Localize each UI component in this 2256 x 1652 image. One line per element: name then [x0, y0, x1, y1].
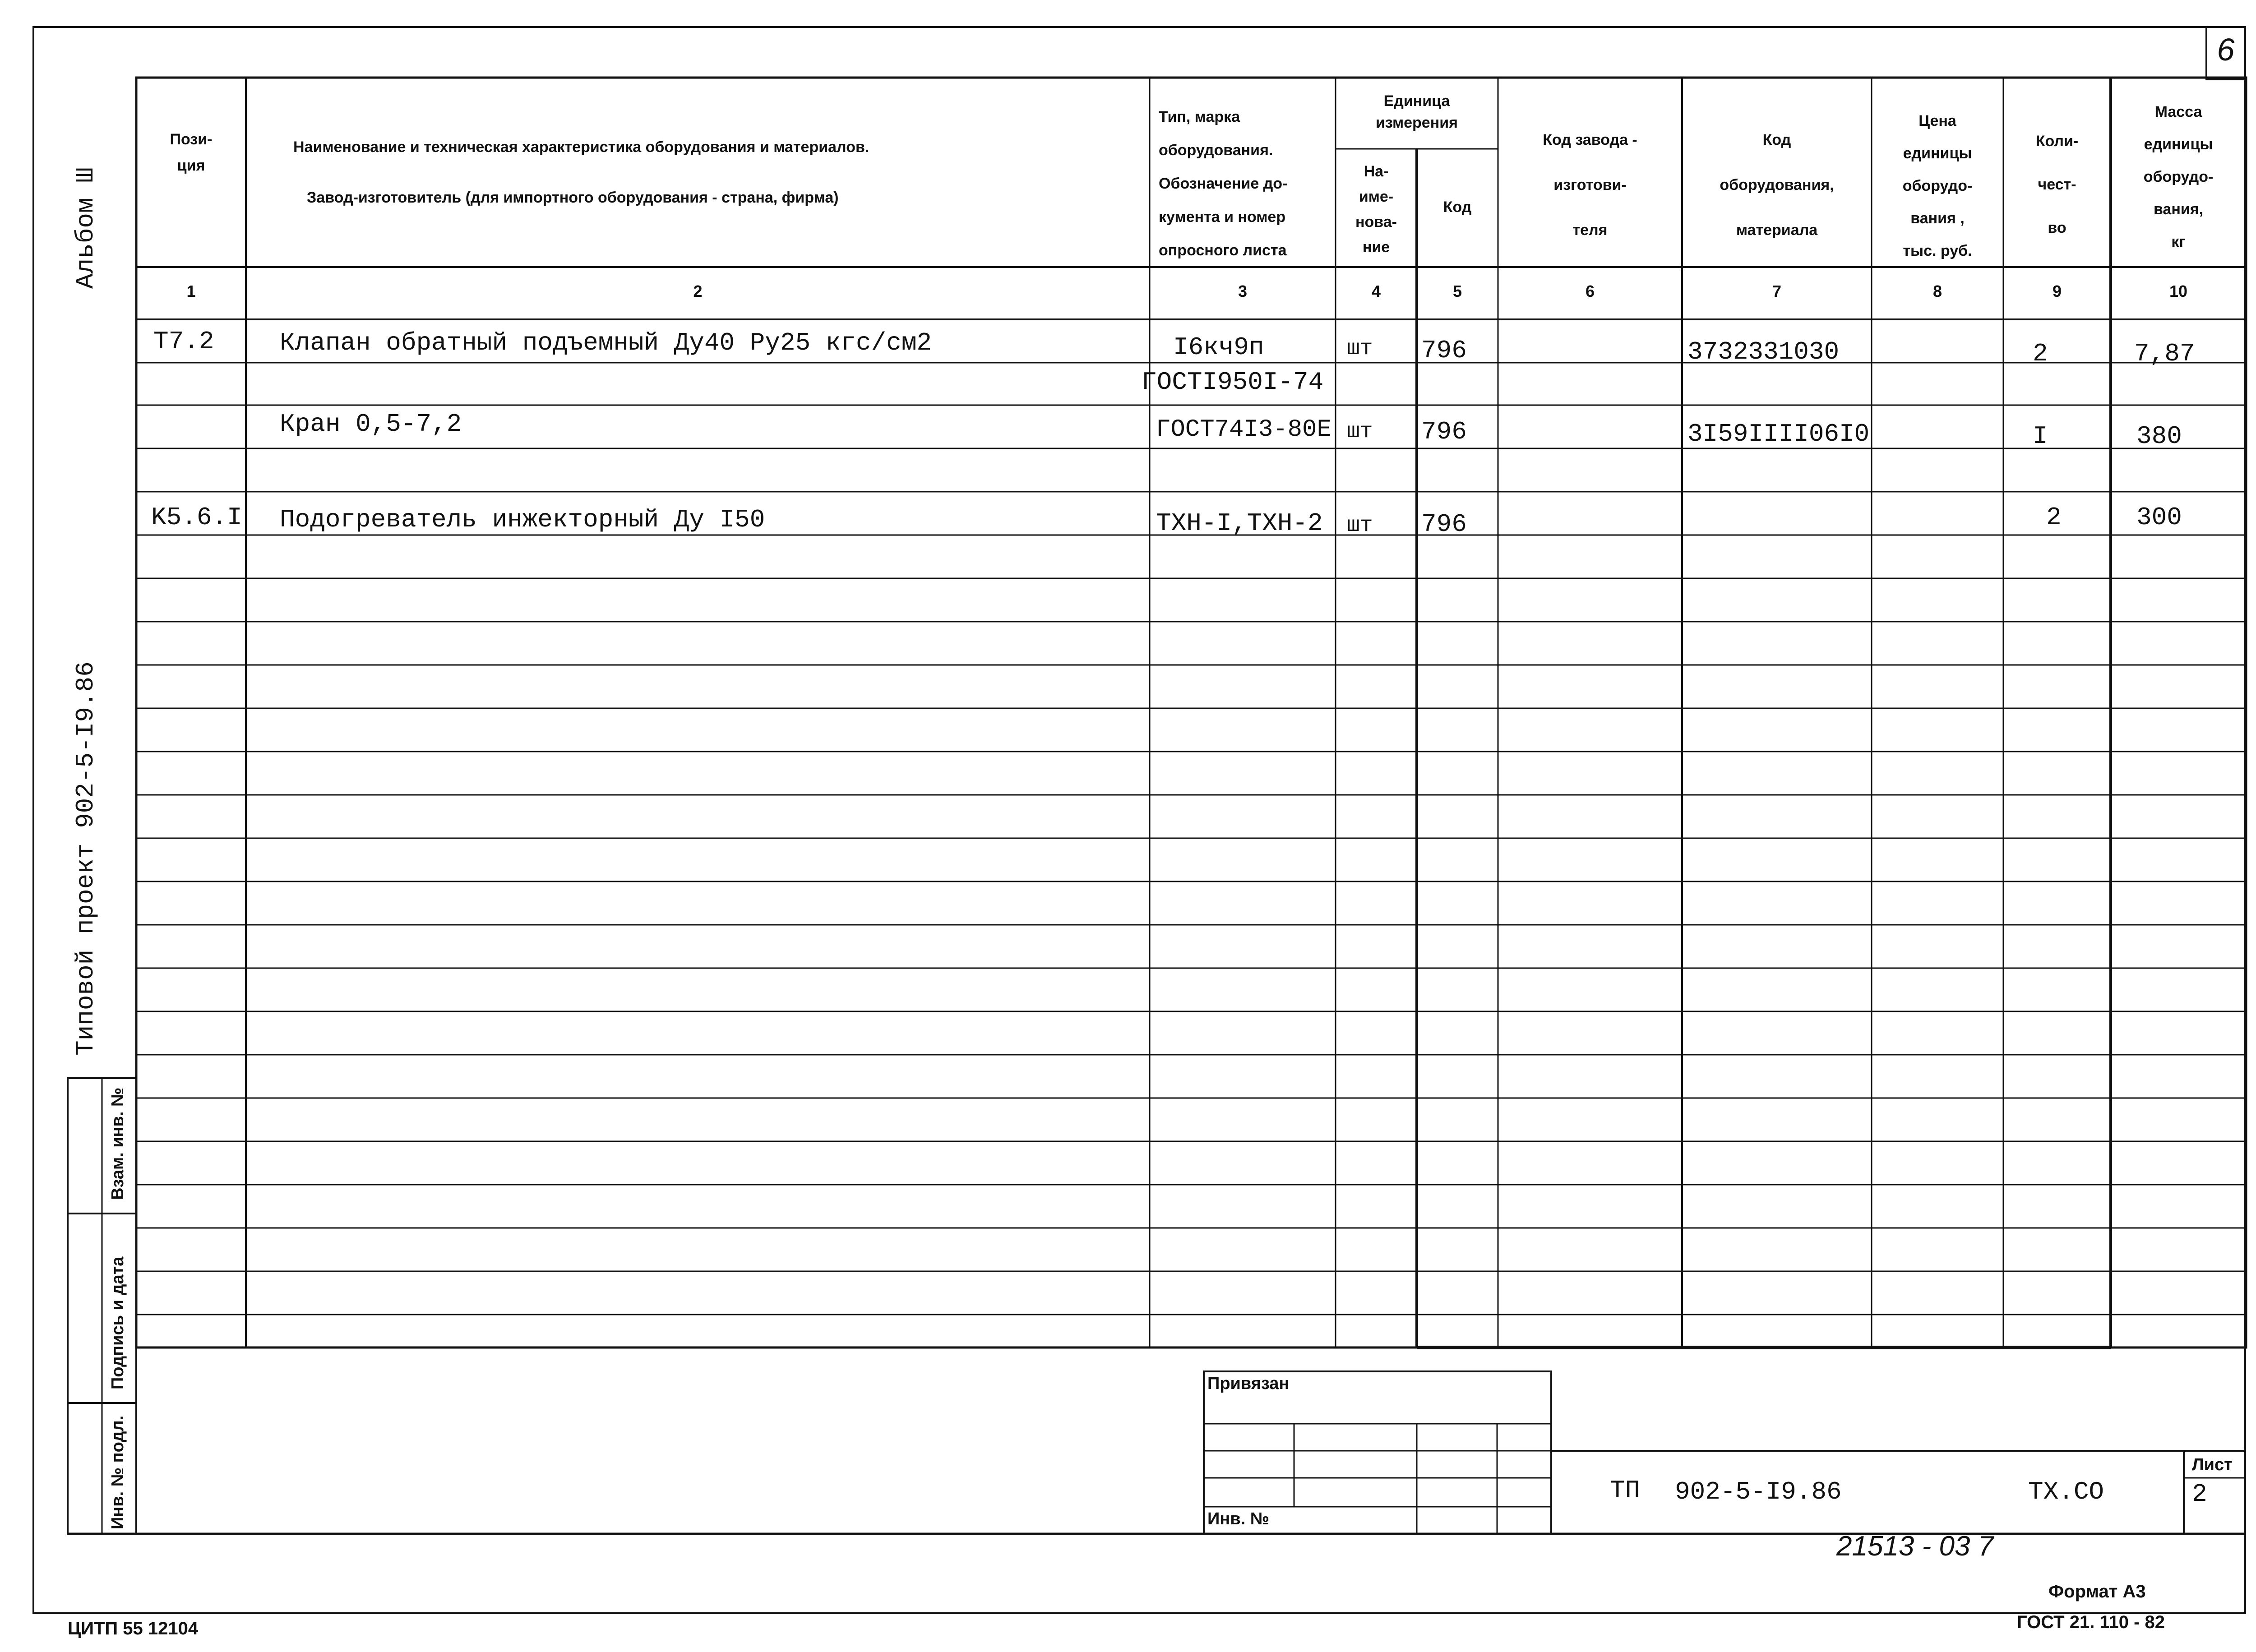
col-num-2: 2 — [693, 282, 703, 300]
row-1-type: I6кч9п — [1173, 333, 1264, 362]
row-5-position: K5.6.I — [151, 503, 242, 532]
col-num-9: 9 — [2052, 282, 2062, 300]
col-header-1: Пози- ция — [170, 131, 213, 174]
col-header-3: Тип, марка оборудования. Обозначение до- кумента и номер опросного листа — [1159, 108, 1288, 259]
col-header-5: Код — [1443, 198, 1472, 216]
row-3-unit: шт — [1347, 420, 1373, 444]
unit-group-header: Единица измерения — [1376, 92, 1458, 131]
col-header-2: Наименование и техническая характеристика оборудования и материалов. Завод-изготовитель (для импортного оборудования - страна, фирма) — [293, 138, 869, 206]
row-1-code: 796 — [1421, 336, 1467, 365]
row-2-type: ГОСТI950I-74 — [1142, 368, 1324, 397]
col-num-8: 8 — [1932, 282, 1942, 300]
album-label: Альбом Ш — [71, 167, 100, 289]
doc-code: ТХ.СО — [2028, 1477, 2104, 1506]
row-1-unit: шт — [1347, 337, 1373, 361]
col-num-10: 10 — [2169, 282, 2188, 300]
col-num-5: 5 — [1452, 282, 1462, 300]
col-num-7: 7 — [1772, 282, 1782, 300]
tp-number: 902-5-I9.86 — [1675, 1477, 1842, 1506]
col-num-3: 3 — [1238, 282, 1248, 300]
row-3-mass: 380 — [2136, 422, 2182, 451]
row-1-name: Клапан обратный подъемный Ду40 Ру25 кгс/см2 — [280, 328, 932, 357]
row-5-code: 796 — [1421, 510, 1467, 539]
col-header-9: Коли- чест- во — [2035, 133, 2079, 236]
row-5-unit: шт — [1347, 513, 1373, 538]
format-label: Формат А3 — [2048, 1582, 2146, 1601]
col-header-6: Код завода - изготови- теля — [1543, 131, 1637, 239]
sheet-number: 2 — [2192, 1480, 2207, 1509]
stamp-signature-date: Подпись и дата — [108, 1256, 127, 1389]
col-num-4: 4 — [1371, 282, 1381, 300]
col-num-1: 1 — [186, 282, 196, 300]
col-header-8: Цена единицы оборудо- вания , тыс. руб. — [1902, 112, 1973, 259]
stamp-replace-inv: Взам. инв. № — [108, 1087, 127, 1200]
footer-left-code: ЦИТП 55 12104 — [68, 1619, 199, 1638]
tp-label: ТП — [1610, 1476, 1641, 1505]
bound-label: Привязан — [1207, 1374, 1290, 1393]
inv-label: Инв. № — [1207, 1509, 1270, 1528]
col-header-10: Масса единицы оборудо- вания, кг — [2143, 103, 2214, 250]
row-3-type: ГОСТ74I3-80Е — [1156, 416, 1331, 443]
row-3-name: Кран 0,5-7,2 — [280, 410, 462, 438]
col-header-4: На- име- нова- ние — [1355, 163, 1397, 256]
footer-gost: ГОСТ 21. 110 - 82 — [2017, 1612, 2165, 1632]
row-5-qty: 2 — [2046, 503, 2062, 532]
handwritten-inventory-number: 21513 - 03 7 — [1836, 1531, 1994, 1562]
project-label: Типовой проект 902-5-I9.86 — [71, 661, 100, 1056]
row-5-type: ТХН-I,ТХН-2 — [1156, 509, 1323, 538]
col-num-6: 6 — [1585, 282, 1595, 300]
row-3-material: 3I59IIII06I0 — [1687, 420, 1870, 448]
row-1-material: 3732331030 — [1687, 337, 1840, 366]
row-5-name: Подогреватель инжекторный Ду I50 — [280, 505, 765, 534]
row-1-mass: 7,87 — [2134, 339, 2195, 368]
row-1-position: T7.2 — [153, 327, 214, 356]
row-5-mass: 300 — [2136, 503, 2182, 532]
col-header-7: Код оборудования, материала — [1720, 131, 1834, 239]
page-number: 6 — [2217, 32, 2235, 67]
row-3-code: 796 — [1421, 417, 1467, 446]
sheet-label: Лист — [2192, 1455, 2233, 1474]
row-3-qty: I — [2033, 422, 2048, 451]
stamp-inv-original: Инв. № подл. — [108, 1415, 127, 1529]
row-1-qty: 2 — [2033, 339, 2048, 368]
